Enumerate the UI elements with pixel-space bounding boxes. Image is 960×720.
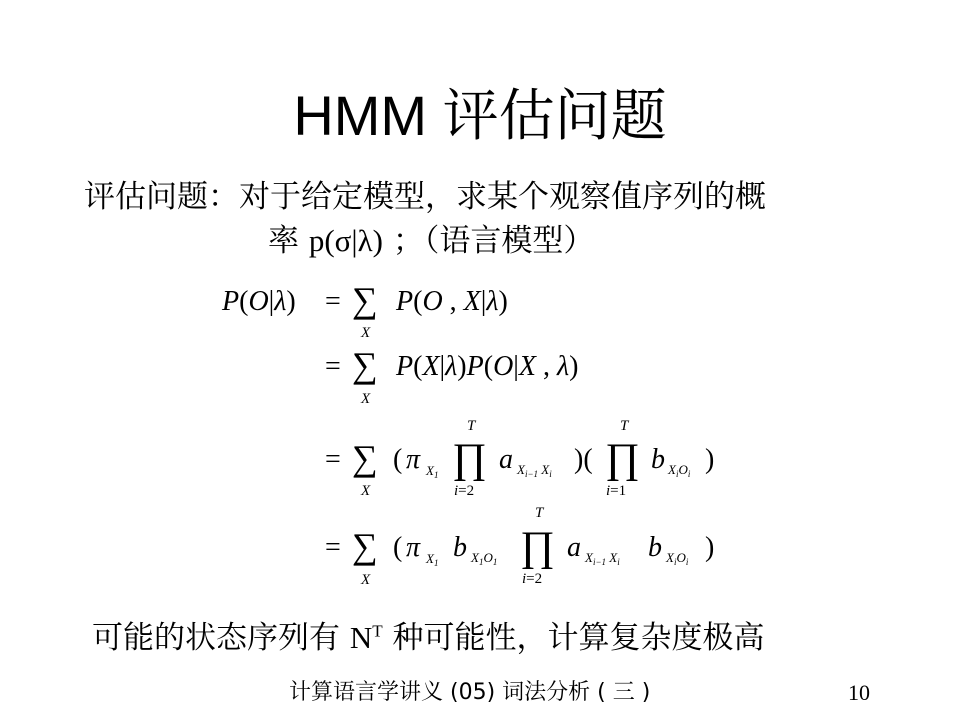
problem-statement-line1 — [84, 176, 766, 218]
equation-line-4 — [325, 505, 714, 588]
pi-symbol: π — [406, 444, 421, 475]
sum-index: X — [361, 391, 371, 407]
probability-notation: p(σ|λ) — [308, 223, 383, 258]
emission-b: b — [453, 532, 467, 563]
open-paren: ( — [393, 444, 403, 475]
close-open-paren: )( — [574, 444, 593, 475]
problem-label: 评估问题： — [84, 179, 239, 215]
sum-symbol: ∑ — [352, 438, 378, 478]
product-symbol: ∏ — [520, 524, 555, 570]
emission-subscript: $X_iO_i$ — [666, 550, 689, 567]
equation-term: P(X|λ)P(O|X , λ) — [396, 351, 579, 382]
problem-text-line1: 对于给定模型，求某个观察值序列的概 — [239, 179, 766, 215]
complexity-note — [92, 617, 765, 659]
transition-subscript: $X_{i-1}$ $X_i$ — [517, 462, 552, 479]
product-upper: T — [535, 505, 544, 521]
close-paren: ) — [705, 444, 715, 475]
complexity-text-suffix: 种可能性，计算复杂度极高 — [382, 620, 765, 656]
equals-sign: = — [325, 444, 341, 475]
product-symbol: ∏ — [452, 436, 487, 482]
slide-footer: 计算语言学讲义 (05) 词法分析 ( 三 ) — [289, 680, 651, 705]
equation-term: P(O , X|λ) — [396, 286, 508, 317]
product-upper: T — [467, 418, 476, 434]
emission-b: b — [648, 532, 662, 563]
sum-symbol: ∑ — [352, 345, 378, 385]
sum-index: X — [361, 572, 371, 588]
equation-line-3 — [325, 418, 714, 499]
product-symbol: ∏ — [605, 436, 640, 482]
equation-line-1 — [221, 280, 508, 341]
product-upper: T — [620, 418, 629, 434]
sum-symbol: ∑ — [352, 526, 378, 566]
state-count-exponent: T — [372, 621, 383, 641]
pi-subscript: $X_1$ — [426, 551, 439, 568]
pi-symbol: π — [406, 532, 421, 563]
product-lower: i=2 — [454, 483, 475, 499]
transition-a: a — [499, 444, 513, 475]
pi-subscript: $X_1$ — [426, 463, 439, 480]
product-lower: i=2 — [522, 571, 543, 587]
transition-a: a — [567, 532, 581, 563]
equals-sign: = — [325, 351, 341, 382]
sum-index: X — [361, 483, 371, 499]
problem-text-prefix: 率 — [268, 223, 309, 259]
complexity-text-prefix: 可能的状态序列有 — [92, 620, 350, 656]
problem-text-suffix: ；（语言模型） — [382, 223, 595, 259]
equals-sign: = — [325, 532, 341, 563]
state-count-base: N — [349, 620, 373, 655]
emission-subscript: $X_iO_i$ — [668, 462, 691, 479]
transition-subscript: $X_{i-1}$ $X_i$ — [585, 550, 620, 567]
slide-title: HMM 评估问题 — [293, 84, 667, 147]
product-lower: i=1 — [606, 483, 627, 499]
equation-line-2 — [325, 345, 578, 407]
close-paren: ) — [705, 532, 715, 563]
sum-index: X — [361, 325, 371, 341]
emission-subscript: $X_1O_1$ — [471, 550, 498, 567]
problem-statement-line2 — [268, 220, 594, 262]
emission-b: b — [651, 444, 665, 475]
sum-symbol: ∑ — [352, 280, 378, 320]
equals-sign: = — [325, 286, 341, 317]
equation-lhs: P(O|λ) — [222, 286, 296, 317]
open-paren: ( — [393, 532, 403, 563]
page-number: 10 — [848, 680, 870, 705]
